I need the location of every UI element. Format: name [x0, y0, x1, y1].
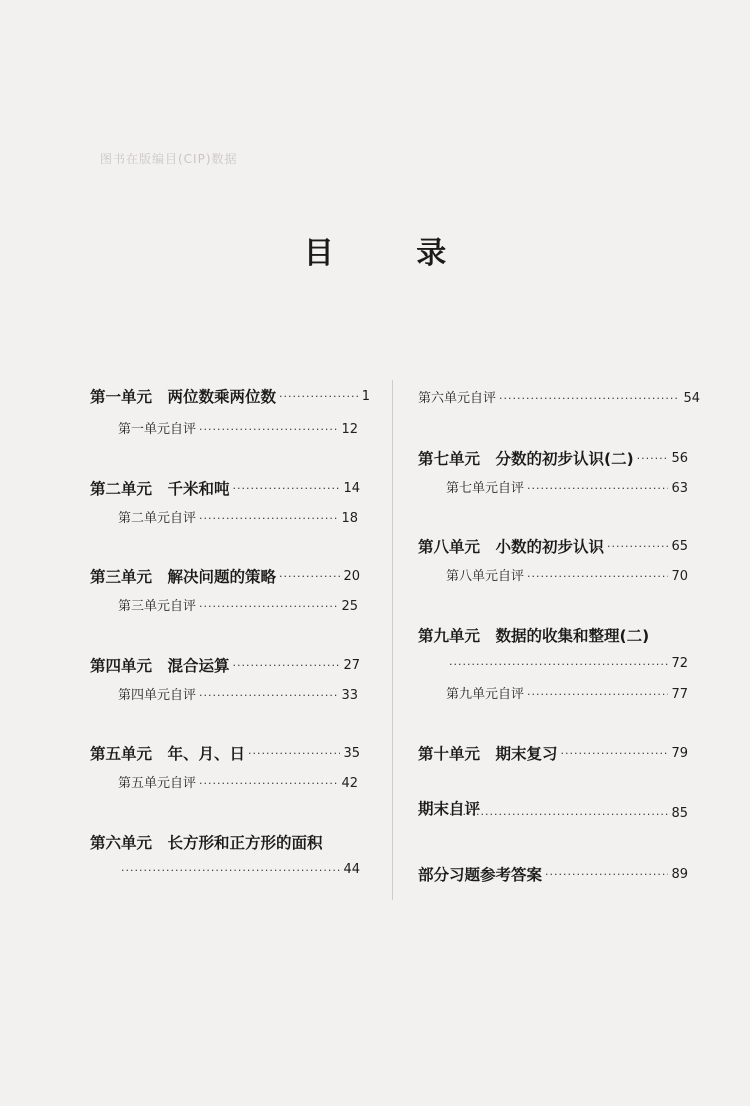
toc-entry-page: 85	[671, 806, 688, 821]
toc-entry-label: 第四单元自评	[118, 688, 197, 703]
leader-dots	[279, 568, 340, 586]
leader-dots	[607, 538, 668, 556]
leader-dots	[545, 866, 668, 884]
toc-entry-label: 第九单元自评	[446, 687, 525, 702]
toc-entry-unit-6[interactable]	[90, 834, 323, 852]
leader-dots	[199, 510, 338, 528]
toc-entry-label: 第二单元 千米和吨	[90, 480, 230, 498]
toc-entry-label: 第八单元 小数的初步认识	[418, 538, 605, 556]
toc-entry-unit-3[interactable]	[90, 568, 360, 586]
toc-entry-review-1[interactable]	[118, 421, 358, 439]
toc-entry-page: 56	[671, 451, 688, 466]
toc-entry-unit-4[interactable]	[90, 657, 360, 675]
toc-entry-unit-5[interactable]	[90, 745, 360, 763]
toc-entry-unit-1[interactable]	[90, 388, 370, 406]
toc-entry-label: 第一单元 两位数乘两位数	[90, 388, 277, 406]
toc-entry-final-review-leader	[446, 806, 688, 821]
toc-entry-page: 89	[671, 867, 688, 882]
toc-entry-label: 第八单元自评	[446, 569, 525, 584]
toc-entry-review-4[interactable]	[118, 687, 358, 705]
toc-entry-unit-9-leader	[446, 656, 688, 671]
toc-entry-page: 25	[341, 599, 358, 614]
leader-dots	[527, 568, 668, 586]
toc-entry-page: 1	[361, 389, 370, 404]
leader-dots	[199, 775, 338, 793]
toc-entry-page: 18	[341, 511, 358, 526]
toc-entry-label: 第九单元 数据的收集和整理(二)	[418, 627, 650, 645]
leader-dots	[233, 480, 341, 498]
toc-entry-page: 35	[343, 746, 360, 761]
toc-entry-unit-10[interactable]	[418, 745, 688, 763]
toc-entry-answers[interactable]	[418, 866, 688, 884]
leader-dots	[499, 390, 680, 408]
leader-dots	[248, 745, 340, 763]
leader-dots	[637, 450, 669, 468]
toc-entry-label: 第六单元自评	[418, 391, 497, 406]
toc-entry-label: 部分习题参考答案	[418, 866, 543, 884]
toc-entry-page: 27	[343, 658, 360, 673]
leader-dots	[527, 686, 668, 704]
page-title: 目 录	[303, 236, 483, 271]
toc-entry-review-3[interactable]	[118, 598, 358, 616]
leader-dots	[199, 598, 338, 616]
toc-entry-label: 期末自评	[418, 800, 481, 818]
leader-dots	[121, 864, 340, 877]
toc-entry-unit-8[interactable]	[418, 538, 688, 556]
toc-entry-label: 第十单元 期末复习	[418, 745, 558, 763]
toc-entry-page: 14	[343, 481, 360, 496]
toc-entry-label: 第五单元 年、月、日	[90, 745, 246, 763]
toc-entry-review-6[interactable]	[418, 390, 700, 408]
toc-entry-label: 第一单元自评	[118, 422, 197, 437]
toc-entry-label: 第四单元 混合运算	[90, 657, 230, 675]
toc-entry-page: 65	[671, 539, 688, 554]
toc-entry-label: 第三单元自评	[118, 599, 197, 614]
toc-entry-page: 12	[341, 422, 358, 437]
toc-entry-label: 第二单元自评	[118, 511, 197, 526]
toc-entry-unit-9[interactable]	[418, 627, 649, 645]
toc-entry-label: 第三单元 解决问题的策略	[90, 568, 277, 586]
toc-entry-unit-2[interactable]	[90, 480, 360, 498]
toc-entry-review-8[interactable]	[446, 568, 688, 586]
toc-entry-page: 33	[341, 688, 358, 703]
toc-entry-page: 63	[671, 481, 688, 496]
leader-dots	[561, 745, 669, 763]
toc-entry-page: 44	[343, 862, 360, 877]
toc-entry-unit-7[interactable]	[418, 450, 688, 468]
toc-entry-page: 77	[671, 687, 688, 702]
toc-entry-page: 54	[683, 391, 700, 406]
bleed-through-text: 图书在版编目(CIP)数据	[100, 152, 238, 166]
leader-dots	[279, 388, 359, 406]
toc-entry-review-7[interactable]	[446, 480, 688, 498]
toc-entry-label: 第六单元 长方形和正方形的面积	[90, 834, 323, 852]
bleed-through-text	[80, 330, 93, 347]
toc-entry-page: 42	[341, 776, 358, 791]
toc-entry-label: 第七单元自评	[446, 481, 525, 496]
leader-dots	[527, 480, 668, 498]
leader-dots	[449, 658, 668, 671]
leader-dots	[233, 657, 341, 675]
column-divider	[392, 380, 393, 900]
toc-entry-page: 72	[671, 656, 688, 671]
toc-entry-page: 70	[671, 569, 688, 584]
toc-entry-review-5[interactable]	[118, 775, 358, 793]
toc-entry-page: 79	[671, 746, 688, 761]
toc-entry-review-9[interactable]	[446, 686, 688, 704]
toc-entry-review-2[interactable]	[118, 510, 358, 528]
leader-dots	[199, 421, 338, 439]
leader-dots	[449, 808, 668, 821]
toc-entry-page: 20	[343, 569, 360, 584]
toc-entry-unit-6-leader	[118, 862, 360, 877]
toc-entry-label: 第五单元自评	[118, 776, 197, 791]
toc-entry-label: 第七单元 分数的初步认识(二)	[418, 450, 634, 468]
leader-dots	[199, 687, 338, 705]
